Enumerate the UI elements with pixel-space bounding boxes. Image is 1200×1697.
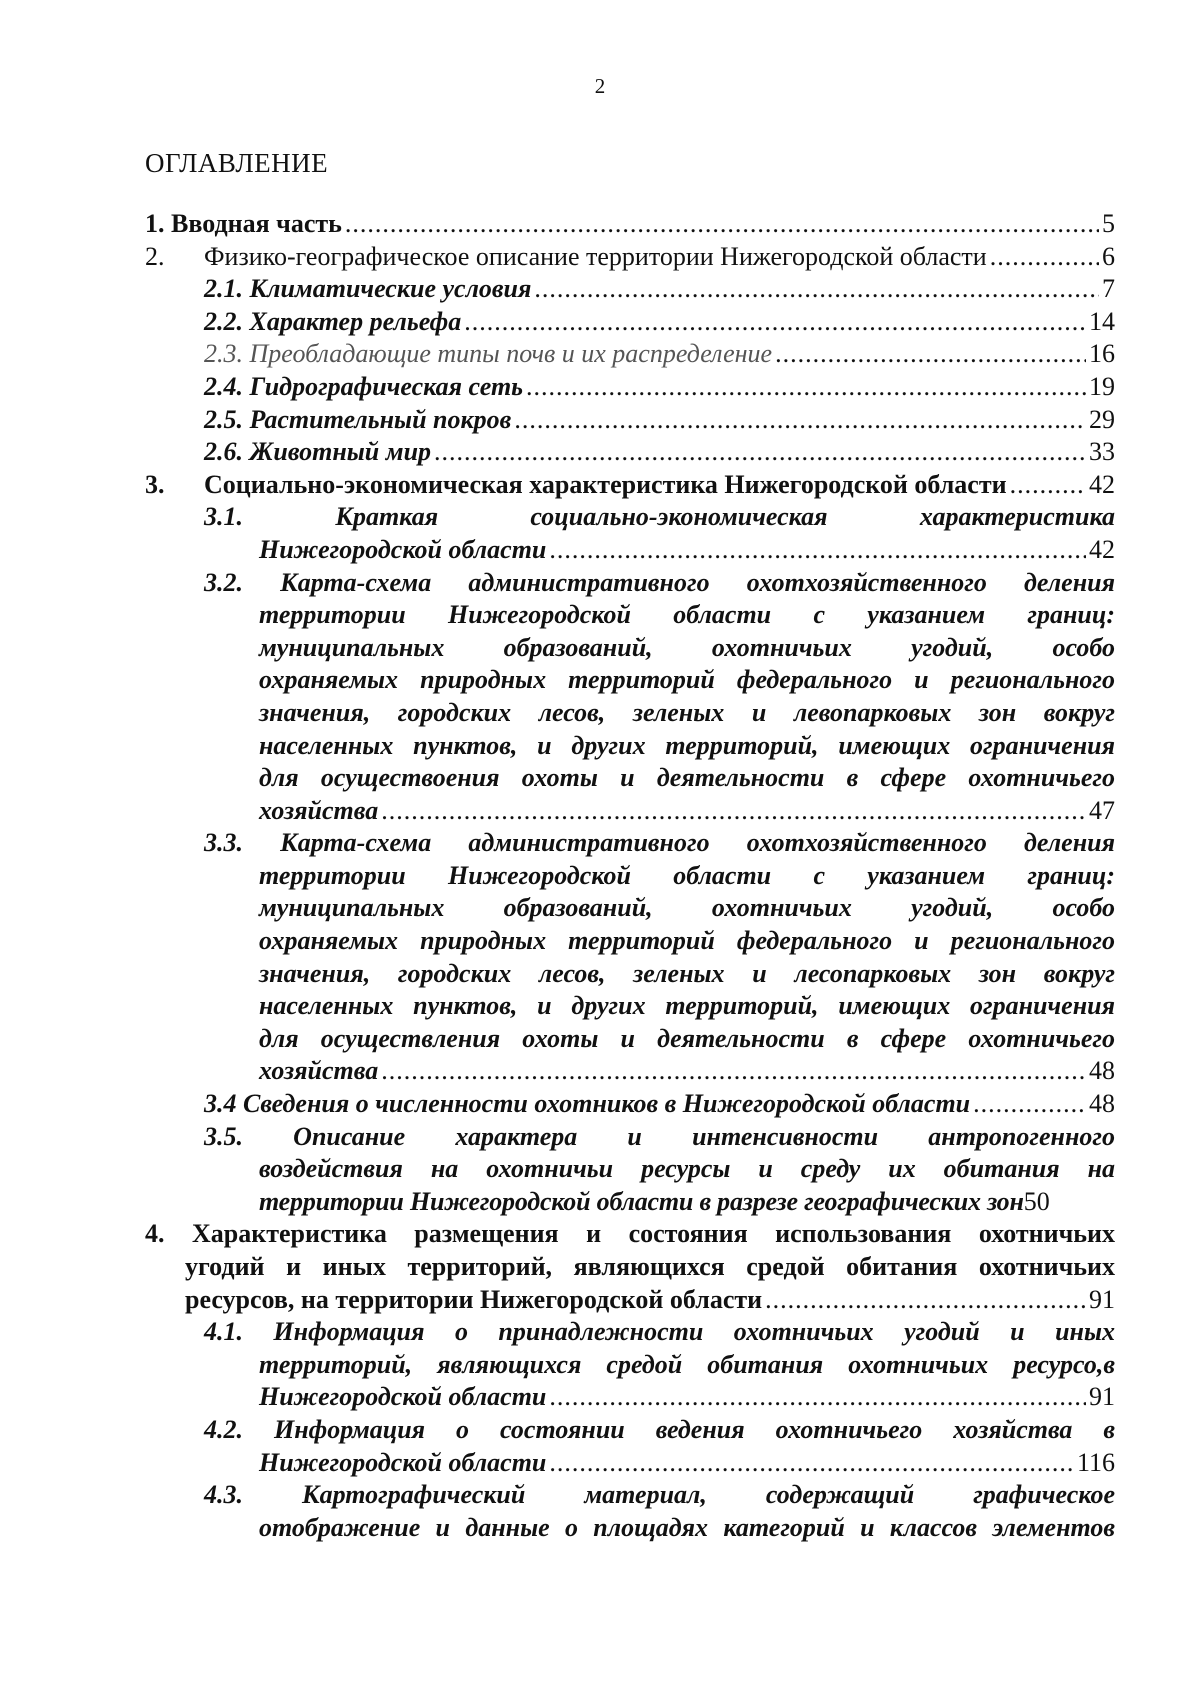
toc-entry-line: территории Нижегородской области с указанием границ: (259, 600, 1115, 630)
dot-leader (549, 534, 1086, 567)
dot-leader (973, 1088, 1086, 1121)
toc-entry-4-2[interactable] (204, 1414, 1115, 1479)
toc-entry-4-3[interactable] (204, 1479, 1115, 1544)
toc-entry-line: населенных пунктов, и других территорий, имеющих ограничения (259, 991, 1115, 1021)
toc-entry-line: значения, городских лесов, зеленых и лесопарковых зон вокруг (259, 958, 1115, 988)
toc-entry-2-6[interactable] (204, 436, 1115, 469)
toc-entry-text: 2.2. Характер рельефа (204, 306, 462, 336)
toc-page-number: 6 (1102, 241, 1115, 271)
toc-entry-3-2[interactable] (204, 567, 1115, 828)
toc-entry-2[interactable] (145, 241, 1115, 274)
toc-entry-line: территорий, являющихся средой обитания охотничьих ресурсо,в (259, 1349, 1115, 1379)
toc-entry-text: 3.4 Сведения о численности охотников в Нижегородской области (204, 1089, 971, 1119)
toc-entry-line: 3.1. Краткая социально-экономическая характеристика (204, 502, 1115, 532)
toc-page-number: 29 (1089, 404, 1115, 434)
dot-leader (526, 371, 1086, 404)
toc-page-number: 47 (1089, 795, 1115, 825)
page-number: 2 (594, 74, 606, 98)
dot-leader (464, 306, 1086, 339)
toc-page-number: 19 (1089, 371, 1115, 401)
toc-entry-number: 3. (145, 469, 165, 499)
toc-entry-line: хозяйства (259, 795, 379, 825)
dot-leader (434, 436, 1086, 469)
toc-entry-line: территории Нижегородской области с указанием границ: (259, 860, 1115, 890)
toc-entry-line: воздействия на охотничьи ресурсы и среду их обитания на (259, 1154, 1115, 1184)
toc-entry-text: 2.4. Гидрографическая сеть (204, 371, 524, 401)
toc-entry-text: Социально-экономическая характеристика Нижегородской области (204, 469, 1007, 499)
toc-entry-line: 4.2. Информация о состоянии ведения охотничьего хозяйства в (204, 1414, 1115, 1444)
toc-entry-line: охраняемых природных территорий федерального и регионального (259, 665, 1115, 695)
toc-entry-3-3[interactable] (204, 827, 1115, 1088)
toc-page-number: 16 (1089, 339, 1115, 369)
toc-entry-line: для осуществления охоты и деятельности в сфере охотничьего (259, 1023, 1115, 1053)
dot-leader (1010, 469, 1086, 502)
toc-entry-text: 2.5. Растительный покров (204, 404, 512, 434)
dot-leader (765, 1284, 1086, 1317)
toc-entry-line: муниципальных образований, охотничьих угодий, особо (259, 893, 1115, 923)
toc-entry-4[interactable] (145, 1218, 1115, 1316)
toc-entry-1[interactable] (145, 208, 1115, 241)
toc-entry-line: хозяйства (259, 1056, 379, 1086)
toc-page-number: 42 (1089, 469, 1115, 499)
toc-entry-2-3[interactable] (204, 338, 1115, 371)
toc-entry-line: значения, городских лесов, зеленых и левопарковых зон вокруг (259, 697, 1115, 727)
page-title: ОГЛАВЛЕНИЕ (145, 148, 329, 178)
dot-leader (534, 273, 1099, 306)
toc-entry-line: угодий и иных территорий, являющихся средой обитания охотничьих (185, 1252, 1115, 1281)
toc-page-number: 116 (1076, 1447, 1115, 1477)
toc-entry-line: для осуществоения охоты и деятельности в сфере охотничьего (259, 763, 1115, 793)
toc-entry-4-1[interactable] (204, 1316, 1115, 1414)
toc-entry-text: 1. Вводная часть (145, 209, 342, 238)
toc-page-number: 14 (1089, 306, 1115, 336)
toc-entry-line: 3.3. Карта-схема административного охотхозяйственного деления (204, 828, 1115, 858)
toc-entry-2-5[interactable] (204, 404, 1115, 437)
toc-page-number: 48 (1089, 1089, 1115, 1119)
toc-entry-line: 4.1. Информация о принадлежности охотничьих угодий и иных (204, 1317, 1115, 1347)
toc-entry-3-5[interactable] (204, 1121, 1115, 1219)
toc-entry-3-4[interactable] (204, 1088, 1115, 1121)
toc-page-number: 33 (1089, 437, 1115, 467)
toc-page-number: 48 (1089, 1056, 1115, 1086)
toc-page-number: 91 (1089, 1382, 1115, 1412)
toc-page-number: 42 (1089, 534, 1115, 564)
dot-leader (549, 1381, 1086, 1414)
toc-entry-line: Нижегородской области (259, 1447, 547, 1477)
toc-entry-line: 3.5. Описание характера и интенсивности антропогенного (204, 1121, 1115, 1151)
toc-page-number: 7 (1102, 274, 1115, 304)
table-of-contents (145, 208, 1115, 1544)
toc-page-number: 5 (1102, 209, 1115, 238)
dot-leader (381, 795, 1086, 828)
toc-entry-line: муниципальных образований, охотничьих угодий, особо (259, 632, 1115, 662)
dot-leader (549, 1447, 1074, 1480)
toc-entry-line: 4.3. Картографический материал, содержащий графическое (204, 1480, 1115, 1510)
dot-leader (514, 404, 1086, 437)
toc-entry-3[interactable] (145, 469, 1115, 502)
toc-page-number: 91 (1089, 1284, 1115, 1314)
toc-entry-text: 2.3. Преобладающие типы почв и их распределение (204, 339, 773, 369)
toc-entry-2-1[interactable] (204, 273, 1115, 306)
toc-entry-2-4[interactable] (204, 371, 1115, 404)
toc-entry-text: 2.6. Животный мир (204, 437, 432, 467)
toc-entry-line: населенных пунктов, и других территорий, имеющих ограничения (259, 730, 1115, 760)
dot-leader (381, 1055, 1086, 1088)
toc-entry-line: Нижегородской области (259, 1382, 547, 1412)
toc-entry-line: территории Нижегородской области в разрезе географических зон (259, 1186, 1024, 1216)
toc-entry-text: 2.1. Климатические условия (204, 274, 532, 304)
toc-page-number: 50 (1023, 1186, 1050, 1216)
toc-entry-line: ресурсов, на территории Нижегородской области (185, 1284, 763, 1314)
dot-leader (775, 338, 1086, 371)
dot-leader (990, 241, 1099, 274)
toc-entry-text: Физико-географическое описание территории Нижегородской области (204, 241, 987, 271)
toc-entry-line: 3.2. Карта-схема административного охотхозяйственного деления (204, 567, 1115, 597)
toc-entry-line: отображение и данные о площадях категорий и классов элементов (259, 1512, 1115, 1542)
dot-leader (345, 208, 1099, 241)
toc-entry-line: 4. Характеристика размещения и состояния использования охотничьих (145, 1219, 1115, 1249)
toc-entry-2-2[interactable] (204, 306, 1115, 339)
toc-entry-line: Нижегородской области (259, 534, 547, 564)
toc-entry-number: 2. (145, 241, 165, 271)
toc-entry-3-1[interactable] (204, 501, 1115, 566)
toc-entry-line: охраняемых природных территорий федерального и регионального (259, 926, 1115, 956)
